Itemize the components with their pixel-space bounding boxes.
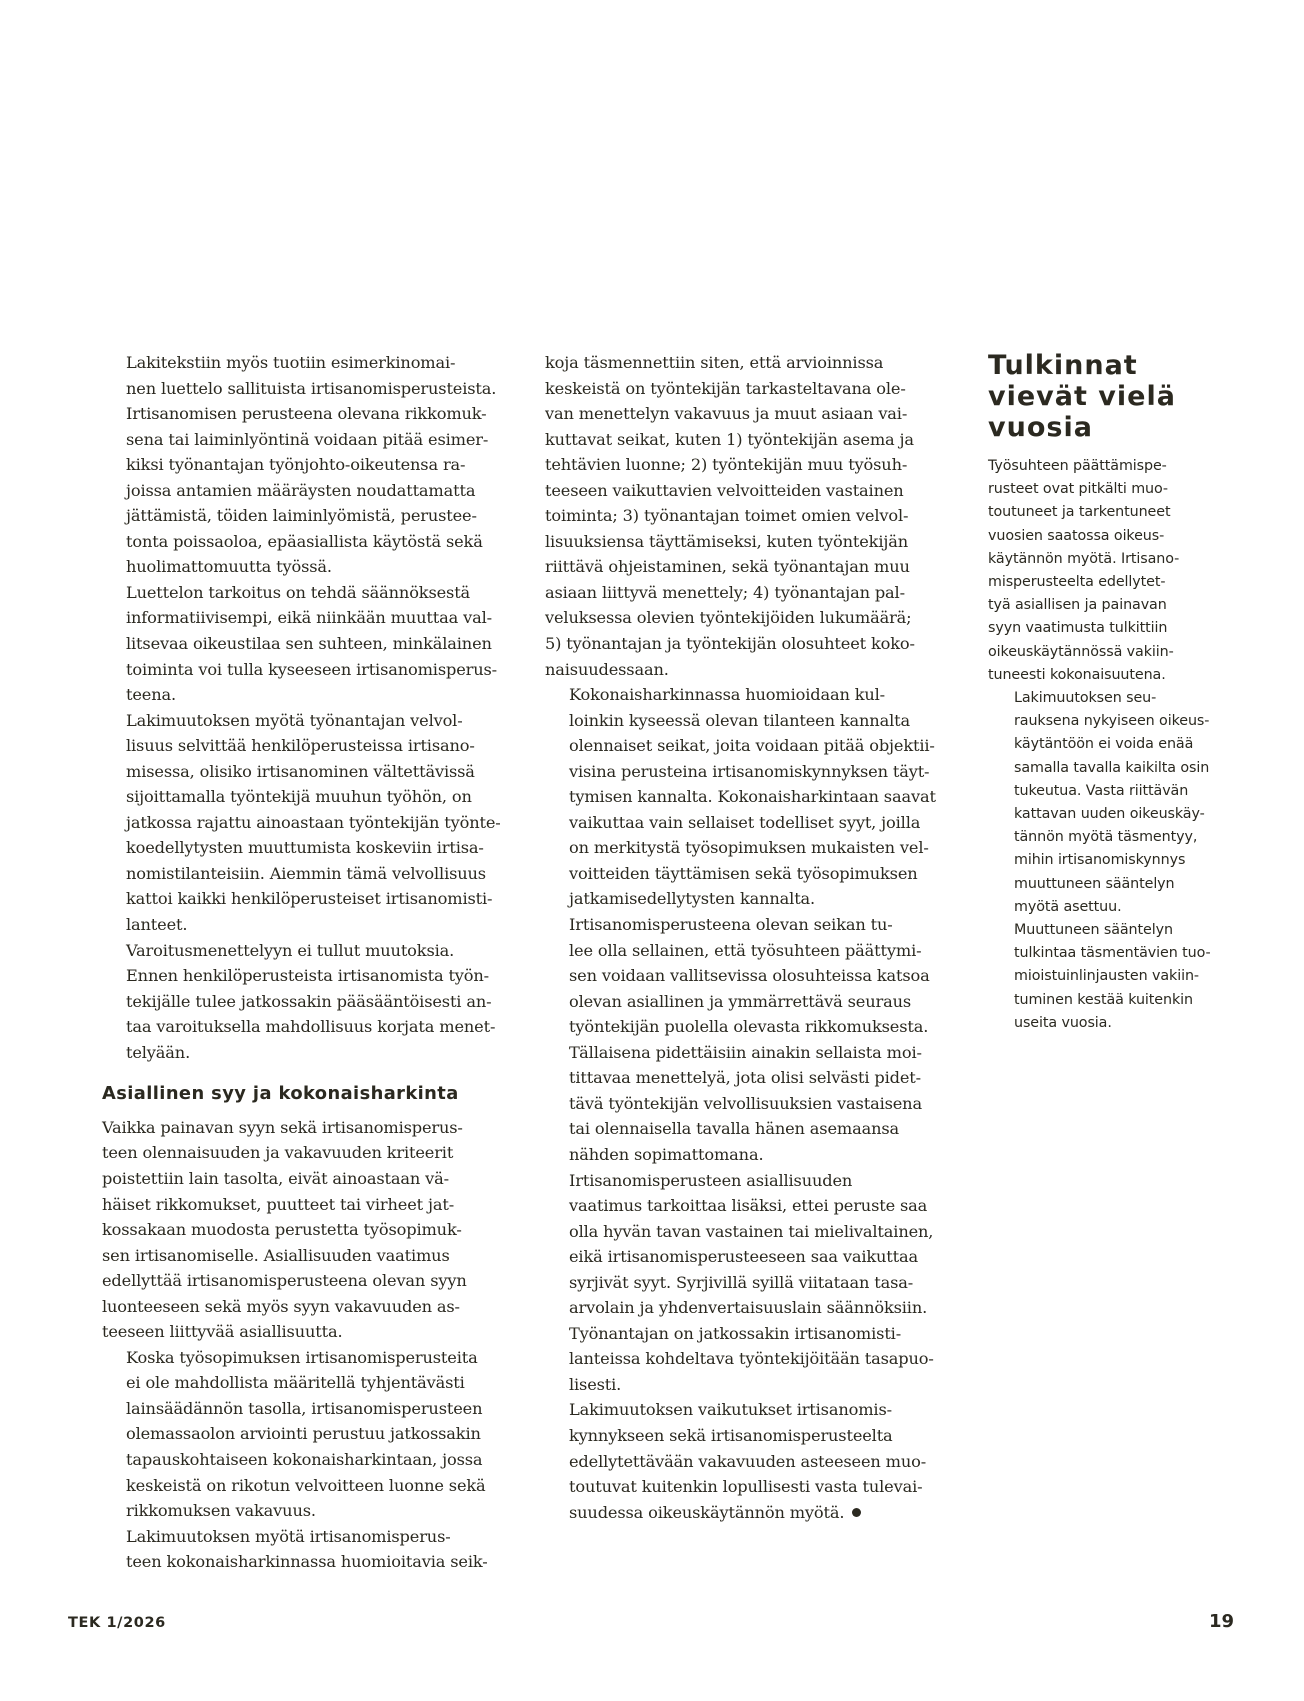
- text-line: useita vuosia.: [1014, 1014, 1112, 1031]
- paragraph: [988, 455, 1233, 687]
- text-line: toutuneet ja tarkentuneet: [988, 504, 1171, 521]
- text-line: lisuus selvittää henkilöperusteissa irtisano-: [126, 736, 475, 756]
- text-line: lisuuksiensa täyttämiseksi, kuten työntekijän: [545, 531, 909, 551]
- text-line: häiset rikkomukset, puutteet tai virheet jat-: [102, 1194, 455, 1214]
- text-line: van menettelyn vakavuus ja muut asiaan vai-: [545, 404, 908, 424]
- text-line: tuminen kestää kuitenkin: [1014, 991, 1193, 1008]
- text-line: Lakimuutoksen vaikutukset irtisanomis-: [569, 1400, 892, 1420]
- sidebar-title-line: vuosia: [988, 412, 1093, 443]
- text-line: sen voidaan vallitsevissa olosuhteissa katsoa: [569, 966, 930, 986]
- text-line: Lakimuutoksen myötä irtisanomisperus-: [126, 1526, 451, 1546]
- text-line: tävä työntekijän velvollisuuksien vastaisena: [569, 1093, 922, 1113]
- sidebar-title: [988, 350, 1233, 443]
- paragraph: [102, 1345, 514, 1524]
- text-line: myötä asettuu.: [1014, 898, 1122, 915]
- text-line: toiminta voi tulla kyseeseen irtisanomisperus-: [126, 659, 497, 679]
- text-line: mihin irtisanomiskynnys: [1014, 852, 1186, 869]
- bullet-end-icon: [852, 1508, 861, 1517]
- text-line: koedellytysten muuttumista koskeviin irtisa-: [126, 838, 484, 858]
- text-line: vaatimus tarkoittaa lisäksi, ettei peruste saa: [569, 1196, 928, 1216]
- text-line: tittavaa menettelyä, jota olisi selvästi pidet-: [569, 1068, 921, 1088]
- paragraph: [102, 1524, 514, 1575]
- text-line: rauksena nykyiseen oikeus-: [1014, 713, 1210, 730]
- text-line: tonta poissaoloa, epäasiallista käytöstä sekä: [126, 531, 483, 551]
- text-line: litsevaa oikeustilaa sen suhteen, minkälainen: [126, 634, 492, 654]
- text-line: on merkitystä työsopimuksen mukaisten vel-: [569, 838, 929, 858]
- text-line: tymisen kannalta. Kokonaisharkintaan saavat: [569, 787, 936, 807]
- text-line: teen olennaisuuden ja vakavuuden kriteerit: [102, 1143, 454, 1163]
- text-line: olemassaolon arviointi perustuu jatkossakin: [126, 1424, 481, 1444]
- text-line: olevan asiallinen ja ymmärrettävä seuraus: [569, 991, 912, 1011]
- text-line: syrjivät syyt. Syrjivillä syillä viitataan tasa-: [569, 1272, 914, 1292]
- text-line: joissa antamien määräysten noudattamatta: [126, 480, 476, 500]
- text-line: suudessa oikeuskäytännön myötä.: [545, 1500, 957, 1526]
- text-line: nähden sopimattomana.: [569, 1144, 764, 1164]
- text-line: kiksi työnantajan työnjohto-oikeutensa ra-: [126, 455, 466, 475]
- article-column-1: [102, 350, 514, 1575]
- text-line: taa varoituksella mahdollisuus korjata menet-: [126, 1017, 496, 1037]
- text-line: Ennen henkilöperusteista irtisanomista työn-: [126, 966, 489, 986]
- text-line: tehtävien luonne; 2) työntekijän muu työsuh-: [545, 455, 908, 475]
- text-line: luonteeseen sekä myös syyn vakavuuden as-: [102, 1296, 460, 1316]
- text-line: lisesti.: [569, 1374, 622, 1394]
- text-line: tekijälle tulee jatkossakin pääsääntöisesti an-: [126, 991, 492, 1011]
- paragraph: [988, 919, 1233, 1035]
- text-line: tukeutua. Vasta riittävän: [1014, 782, 1189, 799]
- paragraph: [545, 1321, 957, 1398]
- text-line: huolimattomuutta työssä.: [126, 557, 332, 577]
- text-line: arvolain ja yhdenvertaisuuslain säännöksiin.: [569, 1298, 928, 1318]
- text-line: lanteet.: [126, 915, 188, 935]
- text-line: eikä irtisanomisperusteeseen saa vaikuttaa: [569, 1247, 919, 1267]
- text-line: sena tai laiminlyöntinä voidaan pitää esimer-: [126, 429, 489, 449]
- text-line: nen luettelo sallituista irtisanomisperusteista.: [126, 378, 497, 398]
- text-line: Vaikka painavan syyn sekä irtisanomisperus-: [102, 1117, 463, 1137]
- paragraph: [102, 708, 514, 938]
- text-line: lee olla sellainen, että työsuhteen päättymi-: [569, 940, 922, 960]
- text-line: olennaiset seikat, joita voidaan pitää objektii-: [569, 736, 935, 756]
- text-line: toiminta; 3) työnantajan toimet omien velvol-: [545, 506, 909, 526]
- paragraph: [545, 1168, 957, 1321]
- text-line: edellytettävään vakavuuden asteeseen muo-: [569, 1451, 927, 1471]
- sidebar-body: [988, 455, 1233, 1035]
- text-line: koja täsmennettiin siten, että arvioinnissa: [545, 353, 884, 372]
- sidebar-title-line: vievät vielä: [988, 381, 1176, 412]
- text-line: teeseen vaikuttavien velvoitteiden vastainen: [545, 480, 904, 500]
- text-line: Tällaisena pidettäisiin ainakin sellaista moi-: [569, 1042, 922, 1062]
- paragraph: [545, 912, 957, 1167]
- text-line: mioistuinlinjausten vakiin-: [1014, 968, 1199, 985]
- text-line: lainsäädännön tasolla, irtisanomisperusteen: [126, 1398, 483, 1418]
- paragraph: [545, 1397, 957, 1525]
- text-line: vaikuttaa vain sellaiset todelliset syyt, joilla: [569, 812, 921, 832]
- text-line: voitteiden täyttämisen sekä työsopimuksen: [569, 863, 918, 883]
- text-line: Irtisanomisen perusteena olevana rikkomuk-: [126, 404, 487, 424]
- sidebar-title-line: Tulkinnat: [988, 350, 1138, 381]
- text-line: käytännön myötä. Irtisano-: [988, 550, 1180, 567]
- text-line: Lakitekstiin myös tuotiin esimerkinomai-: [126, 353, 456, 372]
- text-line: syyn vaatimusta tulkittiin: [988, 620, 1168, 637]
- paragraph: [102, 580, 514, 708]
- text-line: kattoi kaikki henkilöperusteiset irtisanomisti-: [126, 889, 493, 909]
- text-line: olla hyvän tavan vastainen tai mielivaltainen,: [569, 1221, 934, 1241]
- text-line: tännön myötä täsmentyy,: [1014, 829, 1198, 846]
- text-line: jättämistä, töiden laiminlyömistä, perustee-: [126, 506, 477, 526]
- text-line: misperusteelta edellytet-: [988, 574, 1166, 591]
- text-line: 5) työnantajan ja työntekijän olosuhteet koko-: [545, 634, 915, 654]
- text-line: asiaan liittyvä menettely; 4) työnantajan pal-: [545, 582, 905, 602]
- text-line: Koska työsopimuksen irtisanomisperusteita: [126, 1347, 478, 1367]
- article-column-2: [545, 350, 957, 1525]
- text-line: Kokonaisharkinnassa huomioidaan kul-: [569, 685, 885, 705]
- text-line: visina perusteina irtisanomiskynnyksen täyt-: [569, 761, 930, 781]
- text-line: ei ole mahdollista määritellä tyhjentävästi: [126, 1373, 465, 1393]
- text-line: Työsuhteen päättämispe-: [988, 458, 1167, 474]
- text-line: kuttavat seikat, kuten 1) työntekijän asema ja: [545, 429, 914, 449]
- text-line: Irtisanomisperusteena olevan seikan tu-: [569, 915, 893, 935]
- text-line: sijoittamalla työntekijä muuhun työhön, on: [126, 787, 472, 807]
- text-line: riittävä ohjeistaminen, sekä työnantajan muu: [545, 557, 910, 577]
- text-line: tulkintaa täsmentävien tuo-: [1014, 945, 1211, 962]
- paragraph: [988, 687, 1233, 919]
- text-line: teeseen liittyvää asiallisuutta.: [102, 1322, 343, 1342]
- text-line: kattavan uuden oikeuskäy-: [1014, 806, 1205, 823]
- text-line: teena.: [126, 685, 176, 705]
- text-line: kossakaan muodosta perustetta työsopimuk-: [102, 1220, 462, 1240]
- text-line: tyä asiallisen ja painavan: [988, 597, 1167, 614]
- text-line: sen irtisanomiselle. Asiallisuuden vaatimus: [102, 1245, 450, 1265]
- text-line: tuneesti kokonaisuutena.: [988, 666, 1166, 683]
- text-line: toutuvat kuitenkin lopullisesti vasta tulevai-: [569, 1477, 923, 1497]
- text-line: jatkossa rajattu ainoastaan työntekijän työnte-: [126, 812, 501, 832]
- text-line: informatiivisempi, eikä niinkään muuttaa val-: [126, 608, 492, 628]
- text-line: oikeuskäytännössä vakiin-: [988, 643, 1174, 660]
- text-line: jatkamisedellytysten kannalta.: [569, 889, 816, 909]
- text-line: misessa, olisiko irtisanominen vältettävissä: [126, 761, 475, 781]
- text-line: poistettiin lain tasolta, eivät ainoastaan vä-: [102, 1168, 449, 1188]
- text-line: käytäntöön ei voida enää: [1014, 736, 1194, 753]
- text-line: keskeistä on rikotun velvoitteen luonne sekä: [126, 1475, 486, 1495]
- text-line: kynnykseen sekä irtisanomisperusteelta: [569, 1425, 893, 1445]
- text-line: keskeistä on työntekijän tarkasteltavana ole-: [545, 378, 906, 398]
- text-line: Irtisanomisperusteen asiallisuuden: [569, 1170, 853, 1190]
- text-line: rusteet ovat pitkälti muo-: [988, 481, 1168, 498]
- text-line: vuosien saatossa oikeus-: [988, 527, 1165, 544]
- text-line: edellyttää irtisanomisperusteena olevan syyn: [102, 1271, 467, 1291]
- text-line: teen kokonaisharkinnassa huomioitavia seik-: [126, 1552, 488, 1572]
- text-line: Lakimuutoksen myötä työnantajan velvol-: [126, 710, 463, 730]
- section-subheading: Asiallinen syy ja kokonaisharkinta: [102, 1084, 459, 1105]
- paragraph: [545, 350, 957, 682]
- text-line: veluksessa olevien työntekijöiden lukumäärä;: [545, 608, 912, 628]
- paragraph: [102, 350, 514, 580]
- text-line: Lakimuutoksen seu-: [1014, 690, 1157, 707]
- text-line: lanteissa kohdeltava työntekijöitään tasapuo-: [569, 1349, 934, 1369]
- page-number: 19: [1209, 1611, 1235, 1632]
- text-line: loinkin kyseessä olevan tilanteen kannalta: [569, 710, 910, 730]
- text-line: Muuttuneen sääntelyn: [1014, 922, 1173, 939]
- text-line: tapauskohtaiseen kokonaisharkintaan, jossa: [126, 1449, 483, 1469]
- text-line: rikkomuksen vakavuus.: [126, 1501, 316, 1521]
- paragraph: [102, 938, 514, 1066]
- text-line: Varoitusmenettelyyn ei tullut muutoksia.: [126, 940, 455, 960]
- text-line: nomistilanteisiin. Aiemmin tämä velvollisuus: [126, 863, 486, 883]
- publication-label: TEK 1/2026: [68, 1615, 166, 1631]
- text-line: samalla tavalla kaikilta osin: [1014, 759, 1210, 776]
- paragraph: [102, 1115, 514, 1345]
- text-line: telyään.: [126, 1042, 191, 1062]
- text-line: työntekijän puolella olevasta rikkomuksesta.: [569, 1017, 929, 1037]
- text-line: Työnantajan on jatkossakin irtisanomisti-: [569, 1323, 902, 1343]
- text-line: Luettelon tarkoitus on tehdä säännöksestä: [126, 582, 471, 602]
- paragraph: [545, 682, 957, 912]
- sidebar-box: [988, 350, 1233, 1035]
- text-line: muuttuneen sääntelyn: [1014, 875, 1175, 892]
- text-line: tai olennaisella tavalla hänen asemaansa: [569, 1119, 900, 1139]
- text-line: naisuudessaan.: [545, 659, 669, 679]
